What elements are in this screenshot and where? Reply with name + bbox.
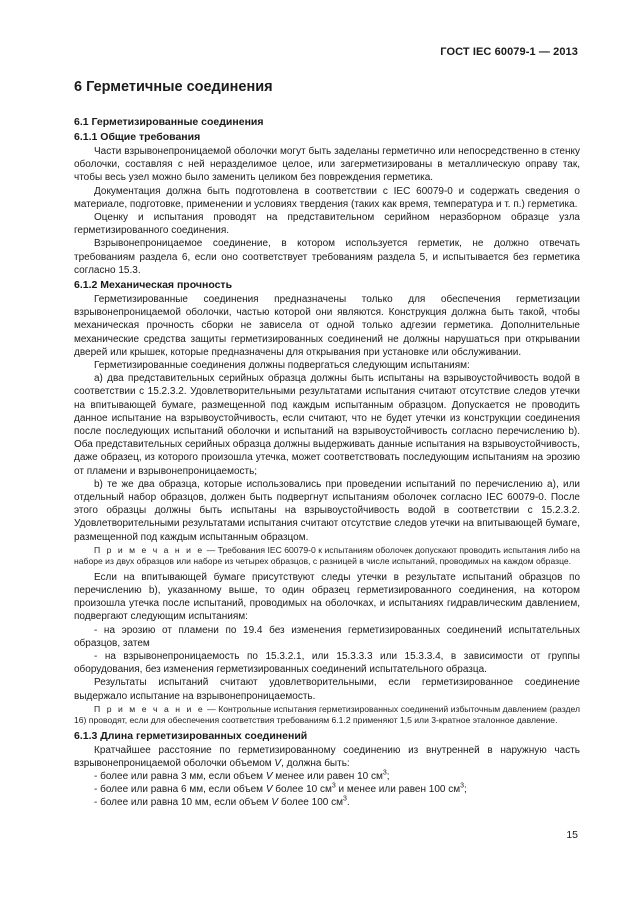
text-run: - более или равна 3 мм, если объем	[94, 770, 266, 782]
paragraph: Если на впитывающей бумаге присутствуют следы утечки в результате испытаний образцов по перечислению b), указанному выше, то один образец герметизированного соединения, на котором произошла утечка после испытаний, проводимых на оболочках, и испытаниях гидравлическим давлением, подвергают следующим испытаниям:	[74, 571, 580, 623]
text-run: - более или равна 6 мм, если объем	[94, 784, 266, 796]
note-1	[74, 545, 580, 568]
list-item-dash: - на эрозию от пламени по 19.4 без изменения герметизированных соединений испытательных образцов, затем	[74, 624, 580, 649]
clause-title-6-1-2: 6.1.2 Механическая прочность	[74, 279, 233, 292]
page-number: 15	[566, 829, 578, 841]
paragraph: Взрывонепроницаемое соединение, в котором используется герметик, не должно отвечать требованиям раздела 6, если оно соответствует требованиям раздела 5, и испытывается без герметика согласно 15.3.	[74, 238, 580, 276]
superscript: 3	[331, 782, 336, 790]
document-header: ГОСТ IEC 60079-1 — 2013	[440, 46, 578, 58]
note-text: — Требования IEC 60079-0 к испытаниям оболочек допускают проводить испытания либо на наборе из двух образцов или наборе из четырех образцов, с разницей в числе испытаний, проводимых на каждом образце.	[74, 544, 580, 567]
superscript: 3	[382, 769, 387, 777]
list-item-dash	[74, 783, 580, 796]
volume-symbol: V	[271, 797, 279, 809]
note-2	[74, 704, 580, 727]
volume-symbol: V	[265, 784, 273, 796]
text-run: более 10 см	[272, 784, 332, 796]
text-run: Кратчайшее расстояние по герметизированному соединению из внутренней в наружную часть взрывонепроницаемой оболочки объемом	[74, 744, 580, 769]
text-run: ;	[464, 784, 467, 796]
note-label: П р и м е ч а н и е	[94, 703, 205, 714]
text-run: и менее или равен 100 см	[335, 784, 461, 796]
paragraph: Герметизированные соединения должны подвергаться следующим испытаниям:	[94, 360, 470, 372]
page-content	[74, 78, 580, 810]
volume-symbol: V	[274, 757, 282, 769]
list-item-b: b) те же два образца, которые использовались при проведении испытаний по перечислению а), или отдельный набор образцов, должен быть подвергнут испытаниям оболочек согласно IEC 60079-0. После этого образцы должны быть испытаны на взрывоустойчивость водой в соответствии с 15.2.3.2. Удовлетворительными результатами испытания считают отсутствие следов утечки на впитывающей бумаге, размещенной под каждым испытанным образцом.	[74, 478, 580, 543]
superscript: 3	[460, 782, 464, 790]
paragraph: Документация должна быть подготовлена в соответствии с IEC 60079-0 и содержать сведения о материале, подготовке, применении и условиях твердения (таких как время, температура и т. п.) герметика.	[74, 185, 580, 210]
subsection-title-6-1: 6.1 Герметизированные соединения	[74, 116, 264, 128]
section-title: 6 Герметичные соединения	[74, 79, 273, 95]
clause-title-6-1-3: 6.1.3 Длина герметизированных соединений	[74, 729, 308, 742]
paragraph: Результаты испытаний считают удовлетворительными, если герметизированное соединение выдержало испытание на взрывонепроницаемость.	[74, 677, 580, 702]
text-run: менее или равен 10 см	[272, 770, 383, 782]
list-item-dash: - на взрывонепроницаемость по 15.3.2.1, или 15.3.3.3 или 15.3.3.4, в зависимости от группы оборудования, без изменения герметизированных соединений испытательного образца.	[74, 650, 580, 676]
list-item-dash	[74, 770, 580, 783]
text-run: .	[346, 797, 350, 809]
list-item-a: а) два представительных серийных образца должны быть испытаны на взрывоустойчивость водой в соответствии с 15.2.3.2. Удовлетворительными результатами испытания считают отсутствие следов утечки на впитывающей бумаге, размещенной под каждым испытанным образцом. Допускается не проводить данное испытание на взрывоустойчивость, если считают, что не будет утечки из конструкции соединения после последующих испытаний оболочки и испытаний на взрывоустойчивость согласно перечислению b). Оба представительных серийных образца должны выдерживать данные испытания на взрывоустойчивость, даже образец, из которого произошла утечка, может соответствовать последующим испытаниям на эрозию от пламени и взрывонепроницаемость;	[74, 373, 580, 477]
clause-title-6-1-1: 6.1.1 Общие требования	[74, 131, 201, 143]
superscript: 3	[342, 796, 347, 804]
paragraph: Оценку и испытания проводят на представительном серийном неразборном образце узла герметизированного соединения.	[74, 212, 580, 237]
text-run: ;	[386, 770, 390, 782]
paragraph: Герметизированные соединения предназначены только для обеспечения герметизации взрывонепроницаемой оболочки, частью которой они являются. Конструкция должна быть такой, чтобы механическая прочность сборки не зависела от одной только адгезии герметика. Дополнительные механические средства защиты герметизированных соединений не должны нарушаться при открывании дверей или крышек, которые предназначены для открывания при установке или обслуживании.	[74, 294, 580, 358]
note-label: П р и м е ч а н и е	[94, 544, 205, 555]
list-item-dash	[74, 796, 580, 809]
volume-symbol: V	[265, 770, 273, 782]
text-run: , должна быть:	[281, 757, 350, 769]
paragraph: Части взрывонепроницаемой оболочки могут быть заделаны герметично или непосредственно в стенку оболочки, составляя с ней неразделимое целое, или загерметизированы в металлическую оправу так, чтобы весь узел можно было заменить целиком без повреждения герметика.	[74, 146, 580, 184]
text-run: - более или равна 10 мм, если объем	[94, 797, 272, 809]
text-run: более 100 см	[278, 797, 343, 809]
paragraph	[74, 744, 580, 770]
note-text: — Контрольные испытания герметизированных соединений избыточным давлением (раздел 16) проводят, если для обеспечения соответствия требованиям 6.1.2 применяют 1,5 или 3-кратное эталонное давление.	[74, 703, 580, 726]
